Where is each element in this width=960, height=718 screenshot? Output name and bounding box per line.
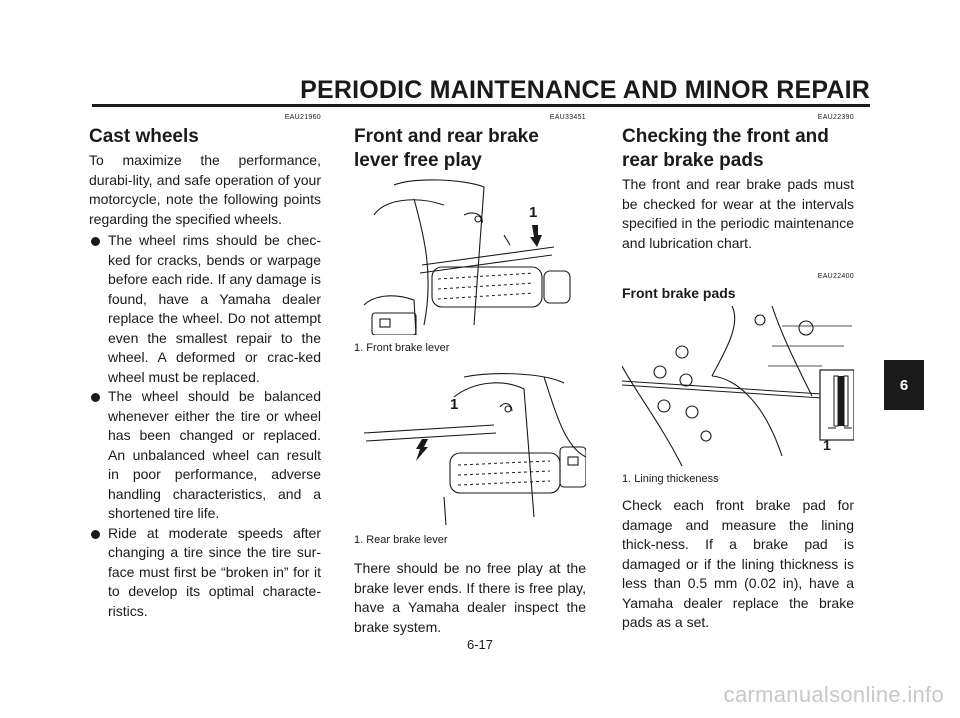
bullet-item: The wheel should be balanced whenever either the tire or wheel has been changed or replaced. An unbalanced wheel can result in poor performance, adverse handling characteristics, and a shortened tire life. [89,387,321,524]
bullet-item: Ride at moderate speeds after changing a tire since the tire sur-face must first be “broken in” for it to develop its optimal characte-ristics. [89,524,321,622]
front-brake-pad-illustration [622,306,854,466]
subsection-heading: Front brake pads [622,285,736,301]
bullet-list [89,231,321,621]
column-brake-pads [622,114,854,633]
page-header-title: PERIODIC MAINTENANCE AND MINOR REPAIR [300,76,870,104]
figure-caption: 1. Rear brake lever [354,534,448,546]
column-cast-wheels [89,114,321,621]
section-intro: To maximize the performance, durabi-lity, and safe operation of your motorcycle, note the following points regarding the specified wheels. [89,152,321,227]
section-heading: Cast wheels [89,126,199,147]
figure-callout-number: 1 [450,396,459,413]
column-brake-lever-free-play [354,114,586,637]
watermark-text: carmanualsonline.info [723,682,944,707]
figure-caption: 1. Front brake lever [354,342,450,354]
rear-brake-lever-illustration [354,367,586,527]
figure-caption: 1. Lining thickeness [622,473,719,485]
section-code: EAU22390 [817,114,854,121]
section-body: There should be no free play at the brake lever ends. If there is free play, have a Yamaha dealer inspect the brake system. [354,560,586,635]
section-code: EAU21960 [284,114,321,121]
page-number: 6-17 [466,637,494,652]
section-heading: Front and rear brake lever free play [354,126,539,171]
chapter-tab: 6 [884,360,924,410]
section-heading: Checking the front and rear brake pads [622,126,829,171]
front-brake-lever-illustration [354,175,586,335]
figure-callout-number: 1 [823,437,831,453]
section-code: EAU22400 [817,273,854,280]
header-rule [92,104,870,107]
bullet-item: The wheel rims should be chec-ked for cracks, bends or warpage before each ride. If any damage is found, have a Yamaha dealer replace the wheel. Do not attempt even the smallest repair to the wheel. A deformed or crac-ked wheel must be replaced. [89,231,321,387]
section-body: Check each front brake pad for damage and measure the lining thick-ness. If a brake pad is damaged or if the lining thickness is less than 0.5 mm (0.02 in), have a Yamaha dealer replace the brake pads as a set. [622,497,854,630]
section-intro: The front and rear brake pads must be checked for wear at the intervals specified in the periodic maintenance and lubrication chart. [622,176,854,251]
section-code: EAU33451 [549,114,586,121]
figure-callout-number: 1 [529,204,538,221]
